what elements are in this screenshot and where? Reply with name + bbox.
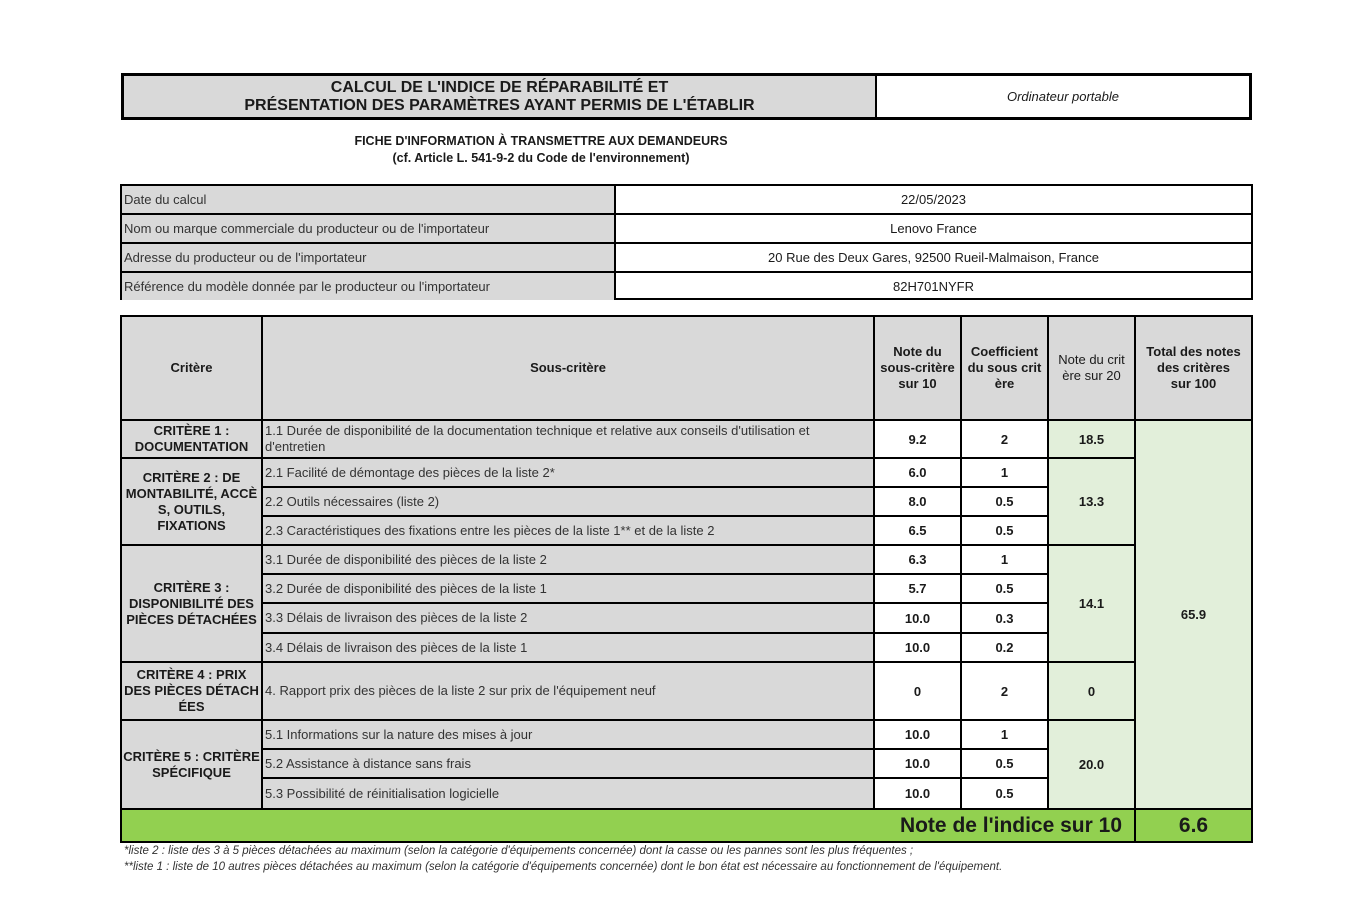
sub-criterion-5-2: 5.2 Assistance à distance sans frais [263, 750, 873, 777]
note-value: 6.5 [875, 517, 960, 544]
sub-criterion-3-2: 3.2 Durée de disponibilité des pièces de la liste 1 [263, 575, 873, 602]
sub-criterion-4: 4. Rapport prix des pièces de la liste 2 sur prix de l'équipement neuf [263, 663, 873, 719]
info-label: Nom ou marque commerciale du producteur ou de l'importateur [122, 215, 616, 242]
header-note-critere [1049, 317, 1134, 419]
criterion-3 [122, 546, 261, 661]
coef-value: 1 [962, 546, 1047, 573]
sub-criterion-3-3: 3.3 Délais de livraison des pièces de la liste 2 [263, 604, 873, 632]
header-crit-line: Note du crit [1058, 352, 1125, 367]
criterion-2 [122, 459, 261, 544]
divider [122, 419, 1251, 421]
note-value: 6.3 [875, 546, 960, 573]
divider [263, 515, 1047, 517]
note-value: 9.2 [875, 421, 960, 457]
info-label: Date du calcul [122, 186, 616, 213]
repairability-table [120, 315, 1253, 843]
note-value: 10.0 [875, 779, 960, 808]
index-label: Note de l'indice sur 10 [122, 810, 1134, 841]
sub-criterion-2-3: 2.3 Caractéristiques des fixations entre les pièces de la liste 1** et de la liste 2 [263, 517, 873, 544]
total-score: 65.9 [1136, 421, 1251, 808]
coef-value: 0.5 [962, 779, 1047, 808]
criterion-score-5: 20.0 [1049, 721, 1134, 808]
coef-value: 0.5 [962, 750, 1047, 777]
criterion-line: S, OUTILS, [157, 501, 226, 517]
header-note-line: sur 10 [898, 376, 937, 391]
title-line-2: PRÉSENTATION DES PARAMÈTRES AYANT PERMIS DE L'ÉTABLIR [244, 96, 755, 114]
note-value: 10.0 [875, 750, 960, 777]
title-line-1: CALCUL DE L'INDICE DE RÉPARABILITÉ ET [330, 78, 669, 96]
criterion-line: DISPONIBILITÉ DES [129, 595, 254, 611]
criterion-line: SPÉCIFIQUE [152, 764, 231, 780]
divider [263, 748, 1047, 750]
header-critere: Critère [122, 317, 261, 419]
fiche-line-1: FICHE D'INFORMATION À TRANSMETTRE AUX DEMANDEURS [354, 134, 728, 148]
info-value: Lenovo France [890, 221, 977, 236]
header-total-line: Total des notes [1146, 344, 1241, 359]
header-coefficient [962, 317, 1047, 419]
divider [263, 777, 1047, 779]
info-label: Référence du modèle donnée par le producteur ou l'importateur [122, 273, 616, 300]
divider [122, 457, 1134, 459]
criterion-score-2: 13.3 [1049, 459, 1134, 544]
coef-value: 0.2 [962, 634, 1047, 661]
info-row-reference [122, 273, 1251, 300]
sub-criterion-3-4: 3.4 Délais de livraison des pièces de la liste 1 [263, 634, 873, 661]
note-value: 10.0 [875, 721, 960, 748]
header-sous-critere: Sous-critère [263, 317, 873, 419]
criterion-line: PIÈCES DÉTACHÉES [126, 611, 257, 627]
criterion-line: FIXATIONS [157, 517, 226, 533]
divider [263, 632, 1047, 634]
header-total-line: sur 100 [1170, 376, 1217, 391]
divider [122, 661, 1134, 663]
document-header [121, 73, 1252, 120]
criterion-line: CRITÈRE 5 : CRITÈRE [123, 748, 260, 764]
info-row-brand [122, 215, 1251, 242]
sub-criterion-text: 1.1 Durée de disponibilité de la documentation technique et relative aux conseils d'utilisation et [265, 423, 810, 438]
header-coef-line: du sous crit [967, 360, 1042, 375]
coef-value: 2 [962, 663, 1047, 719]
index-value: 6.6 [1136, 810, 1251, 841]
divider [261, 317, 263, 808]
document-title [124, 76, 877, 117]
divider [960, 317, 962, 808]
coef-value: 1 [962, 721, 1047, 748]
info-row-date [122, 186, 1251, 213]
criterion-score-4: 0 [1049, 663, 1134, 719]
info-table [120, 184, 1253, 300]
divider [263, 573, 1047, 575]
fiche-line-2: (cf. Article L. 541-9-2 du Code de l'environnement) [392, 151, 690, 165]
sub-criterion-5-1: 5.1 Informations sur la nature des mises à jour [263, 721, 873, 748]
coef-value: 0.5 [962, 488, 1047, 515]
header-total-line: des critères [1157, 360, 1230, 375]
footnote-liste-2: *liste 2 : liste des 3 à 5 pièces détachées au maximum (selon la catégorie d'équipements concernée) dont la casse ou les pannes sont les plus fréquentes ; [124, 845, 914, 857]
product-category: Ordinateur portable [1006, 89, 1119, 104]
criterion-line: DOCUMENTATION [134, 439, 249, 454]
divider [263, 602, 1047, 604]
coef-value: 2 [962, 421, 1047, 457]
info-value: 82H701NYFR [893, 279, 974, 294]
header-total [1136, 317, 1251, 419]
criterion-score-1: 18.5 [1049, 421, 1134, 457]
info-value: 20 Rue des Deux Gares, 92500 Rueil-Malmaison, France [768, 250, 1099, 265]
criterion-line: MONTABILITÉ, ACCÈ [125, 485, 258, 501]
sub-criterion-text: d'entretien [265, 439, 326, 454]
criterion-score-3: 14.1 [1049, 546, 1134, 661]
header-note [875, 317, 960, 419]
info-label: Adresse du producteur ou de l'importateur [122, 244, 616, 271]
divider [263, 486, 1047, 488]
criterion-line: DES PIÈCES DÉTACH [124, 683, 259, 698]
fiche-subtitle [121, 133, 961, 167]
note-value: 10.0 [875, 604, 960, 632]
divider [122, 719, 1134, 721]
criterion-line: ÉES [178, 699, 205, 714]
footnote-liste-1: **liste 1 : liste de 10 autres pièces détachées au maximum (selon la catégorie d'équipements concernée) dont le bon état est nécessaire au fonctionnement de l'équipement. [124, 861, 1003, 873]
criterion-4 [122, 663, 261, 719]
coef-value: 0.3 [962, 604, 1047, 632]
sub-criterion-5-3: 5.3 Possibilité de réinitialisation logicielle [263, 779, 873, 808]
sub-criterion-3-1: 3.1 Durée de disponibilité des pièces de la liste 2 [263, 546, 873, 573]
header-note-line: Note du [893, 344, 942, 359]
coef-value: 0.5 [962, 517, 1047, 544]
header-coef-line: ère [994, 376, 1015, 391]
note-value: 5.7 [875, 575, 960, 602]
note-value: 10.0 [875, 634, 960, 661]
criterion-line: CRITÈRE 1 : [153, 423, 230, 438]
criterion-1 [122, 421, 261, 457]
criterion-5 [122, 721, 261, 808]
sub-criterion-2-2: 2.2 Outils nécessaires (liste 2) [263, 488, 873, 515]
criterion-line: CRITÈRE 4 : PRIX [136, 667, 247, 682]
header-crit-line: ère sur 20 [1062, 368, 1121, 383]
header-note-line: sous-critère [880, 360, 955, 375]
header-coef-line: Coefficient [970, 344, 1039, 359]
note-value: 6.0 [875, 459, 960, 486]
divider [873, 317, 875, 808]
divider [1047, 317, 1049, 808]
coef-value: 1 [962, 459, 1047, 486]
sub-criterion-1-1 [263, 421, 873, 457]
criterion-line: CRITÈRE 3 : [153, 579, 230, 595]
note-value: 0 [875, 663, 960, 719]
sub-criterion-2-1: 2.1 Facilité de démontage des pièces de la liste 2* [263, 459, 873, 486]
info-value: 22/05/2023 [900, 192, 967, 207]
criterion-line: CRITÈRE 2 : DE [142, 469, 241, 485]
divider [122, 544, 1134, 546]
info-row-address [122, 244, 1251, 271]
divider [1134, 317, 1136, 841]
divider [122, 808, 1251, 810]
note-value: 8.0 [875, 488, 960, 515]
coef-value: 0.5 [962, 575, 1047, 602]
footnotes [124, 843, 1002, 875]
